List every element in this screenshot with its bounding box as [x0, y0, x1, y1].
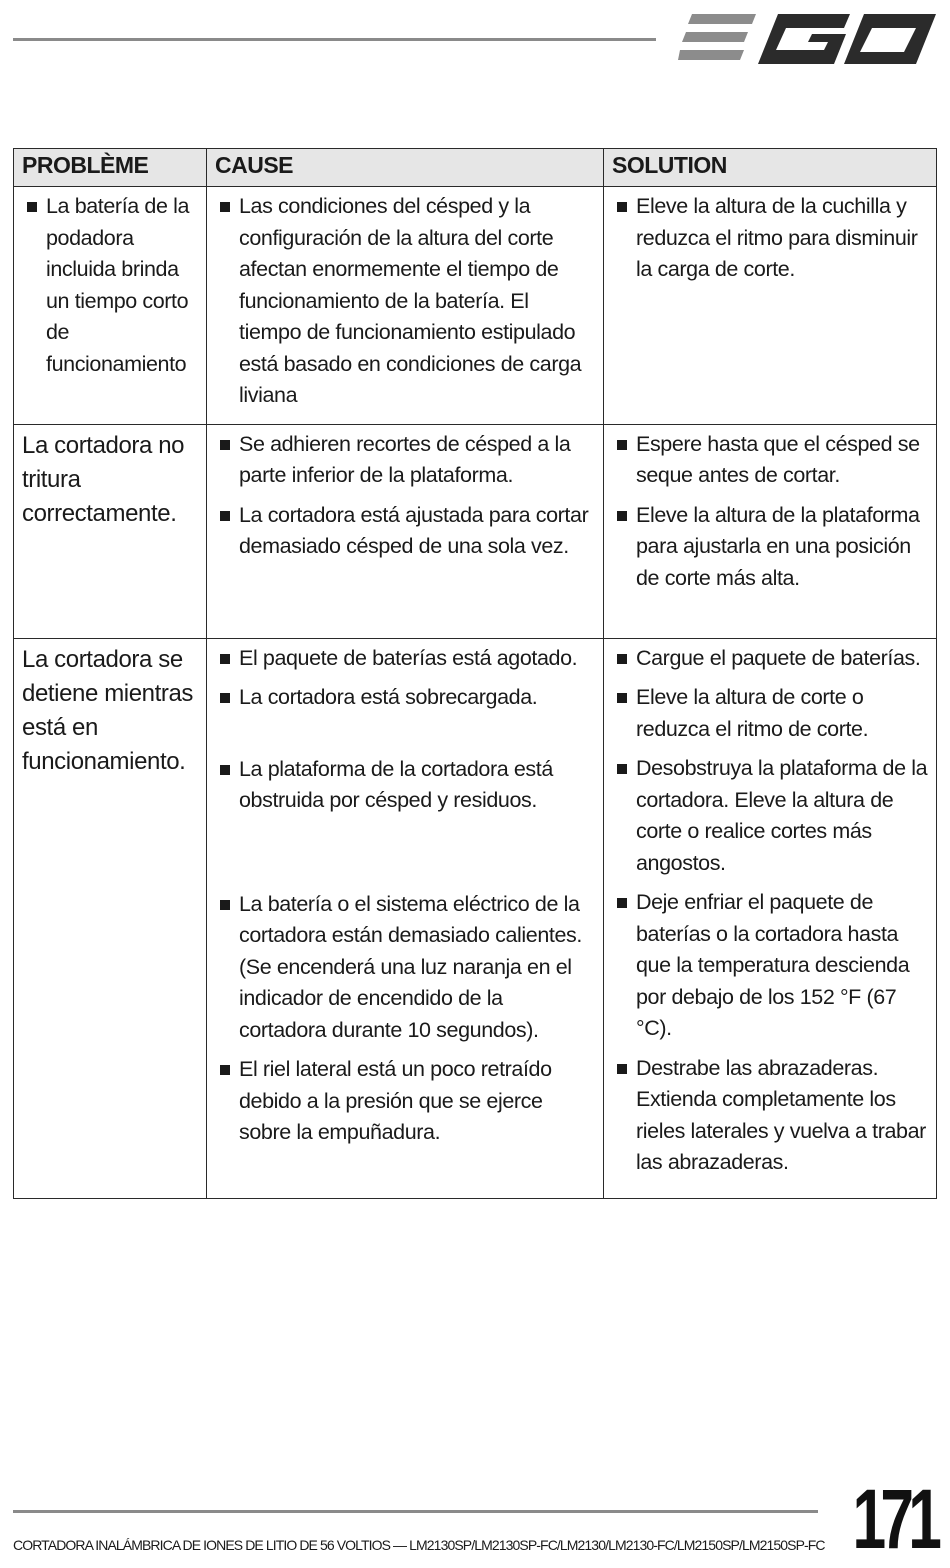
- logo-e-top-bar: [688, 14, 756, 24]
- cause-item: Las condiciones del césped y la configuración de la altura del corte afectan enormemente el tiempo de funcionamiento de la batería. El tiempo de funcionamiento estipulado está basado en condiciones de carga liviana: [215, 191, 595, 412]
- cause-item: La plataforma de la cortadora está obstruida por césped y residuos.: [215, 754, 595, 817]
- page-number: 171: [852, 1472, 936, 1566]
- solution-list: [612, 429, 928, 595]
- problem-cell: La cortadora no tritura correctamente.: [14, 424, 207, 638]
- cause-item: Se adhieren recortes de césped a la parte inferior de la plataforma.: [215, 429, 595, 492]
- header-solution: SOLUTION: [604, 149, 937, 187]
- solution-cell: [604, 187, 937, 425]
- header-rule: [13, 38, 656, 41]
- problem-cell: [14, 187, 207, 425]
- solution-item: Espere hasta que el césped se seque antes de cortar.: [612, 429, 928, 492]
- cause-item: La batería o el sistema eléctrico de la cortadora están demasiado calientes. (Se encenderá una luz naranja en el indicador de encendido de la cortadora durante 10 segundos).: [215, 889, 595, 1047]
- solution-list: [612, 191, 928, 286]
- table-row: [14, 187, 937, 425]
- cause-list: [215, 643, 595, 1149]
- logo-e-middle-bar: [682, 32, 748, 42]
- logo-e-bottom-bar: [678, 50, 744, 60]
- solution-item: Eleve la altura de la plataforma para ajustarla en una posición de corte más alta.: [612, 500, 928, 595]
- problem-list: [22, 191, 198, 380]
- solution-item: Desobstruya la plataforma de la cortadora. Eleve la altura de corte o realice cortes más angostos.: [612, 753, 928, 879]
- troubleshooting-table: [13, 148, 937, 1199]
- cause-item: La cortadora está sobrecargada.: [215, 682, 595, 714]
- logo-g: [758, 14, 850, 64]
- problem-text: La batería de la podadora incluida brinda un tiempo corto de funcionamiento: [22, 191, 198, 380]
- cause-list: [215, 191, 595, 412]
- footer-rule: [13, 1510, 818, 1513]
- ego-logo: [678, 10, 936, 68]
- cause-cell: [207, 638, 604, 1198]
- cause-item: El riel lateral está un poco retraído debido a la presión que se ejerce sobre la empuñadura.: [215, 1054, 595, 1149]
- table-row: [14, 638, 937, 1198]
- cause-list: [215, 429, 595, 563]
- solution-item: Destrabe las abrazaderas. Extienda completamente los rieles laterales y vuelva a trabar las abrazaderas.: [612, 1053, 928, 1179]
- solution-item: Deje enfriar el paquete de baterías o la cortadora hasta que la temperatura descienda por debajo de los 152 °F (67 °C).: [612, 887, 928, 1045]
- header-cause: CAUSE: [207, 149, 604, 187]
- header-problem: PROBLÈME: [14, 149, 207, 187]
- solution-item: Eleve la altura de corte o reduzca el ritmo de corte.: [612, 682, 928, 745]
- cause-item: La cortadora está ajustada para cortar demasiado césped de una sola vez.: [215, 500, 595, 563]
- logo-o: [844, 14, 936, 64]
- solution-item: Cargue el paquete de baterías.: [612, 643, 928, 675]
- cause-item: El paquete de baterías está agotado.: [215, 643, 595, 675]
- solution-cell: [604, 638, 937, 1198]
- footer-text: CORTADORA INALÁMBRICA DE IONES DE LITIO DE 56 VOLTIOS — LM2130SP/LM2130SP-FC/LM2130/LM2130-FC/LM2150SP/LM2150SP-FC: [13, 1537, 825, 1553]
- problem-cell: La cortadora se detiene mientras está en funcionamiento.: [14, 638, 207, 1198]
- solution-item: Eleve la altura de la cuchilla y reduzca el ritmo para disminuir la carga de corte.: [612, 191, 928, 286]
- cause-cell: [207, 424, 604, 638]
- troubleshooting-table-wrapper: [13, 148, 936, 1199]
- table-header-row: [14, 149, 937, 187]
- solution-list: [612, 643, 928, 1179]
- cause-cell: [207, 187, 604, 425]
- solution-cell: [604, 424, 937, 638]
- table-row: [14, 424, 937, 638]
